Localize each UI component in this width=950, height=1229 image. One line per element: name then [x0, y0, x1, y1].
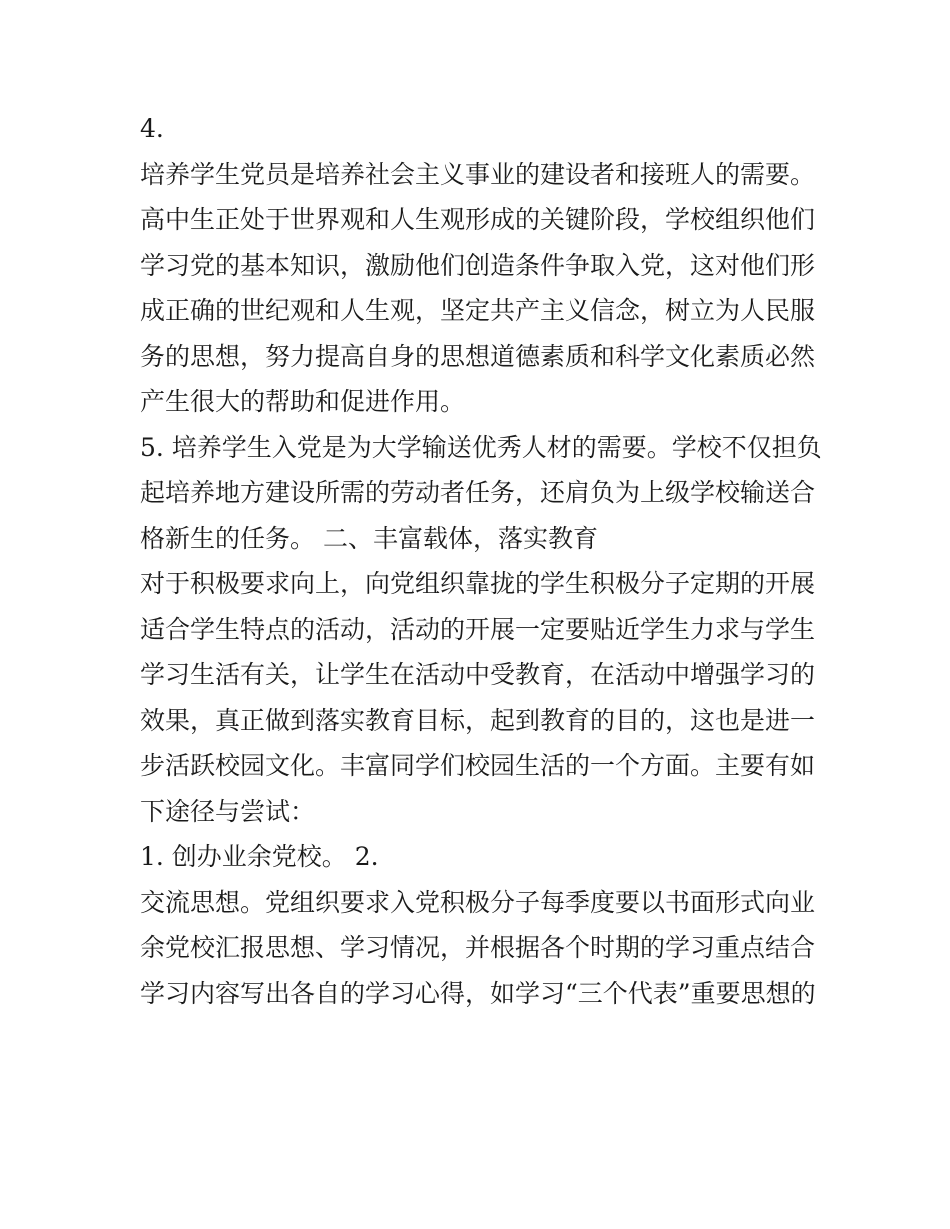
- text-line: 格新生的任务。 二、丰富载体，落实教育: [140, 523, 598, 553]
- text-line: 成正确的世纪观和人生观，坚定共产主义信念，树立为人民服: [140, 296, 816, 325]
- text-line: 下途径与尝试：: [140, 796, 316, 826]
- text-line: 培养学生党员是培养社会主义事业的建设者和接班人的需要。: [140, 159, 816, 189]
- text-line: 产生很大的帮助和促进作用。: [140, 387, 466, 416]
- text-line: 学习内容写出各自的学习心得，如学习“三个代表”重要思想的: [140, 978, 816, 1008]
- text-line: 交流思想。党组织要求入党积极分子每季度要以书面形式向业: [140, 887, 816, 917]
- text-line: 务的思想，努力提高自身的思想道德素质和科学文化素质必然: [140, 341, 816, 371]
- text-line: 学习党的基本知识，激励他们创造条件争取入党，这对他们形: [140, 250, 816, 280]
- text-line: 5. 培养学生入党是为大学输送优秀人材的需要。学校不仅担负: [140, 432, 822, 462]
- text-line: 学习生活有关，让学生在活动中受教育，在活动中增强学习的: [140, 660, 816, 689]
- text-line: 起培养地方建设所需的劳动者任务，还肩负为上级学校输送合: [140, 478, 816, 507]
- text-line: 余党校汇报思想、学习情况，并根据各个时期的学习重点结合: [140, 933, 816, 962]
- text-line: 1. 创办业余党校。 2.: [140, 842, 379, 871]
- text-line: 对于积极要求向上，向党组织靠拢的学生积极分子定期的开展: [140, 569, 816, 598]
- text-line: 适合学生特点的活动，活动的开展一定要贴近学生力求与学生: [140, 614, 816, 644]
- text-line: 4.: [140, 114, 164, 143]
- text-line: 步活跃校园文化。丰富同学们校园生活的一个方面。主要有如: [140, 751, 816, 780]
- text-line: 高中生正处于世界观和人生观形成的关键阶段，学校组织他们: [140, 205, 816, 234]
- text-line: 效果，真正做到落实教育目标，起到教育的目的，这也是进一: [140, 705, 816, 735]
- body-text: [140, 106, 820, 1016]
